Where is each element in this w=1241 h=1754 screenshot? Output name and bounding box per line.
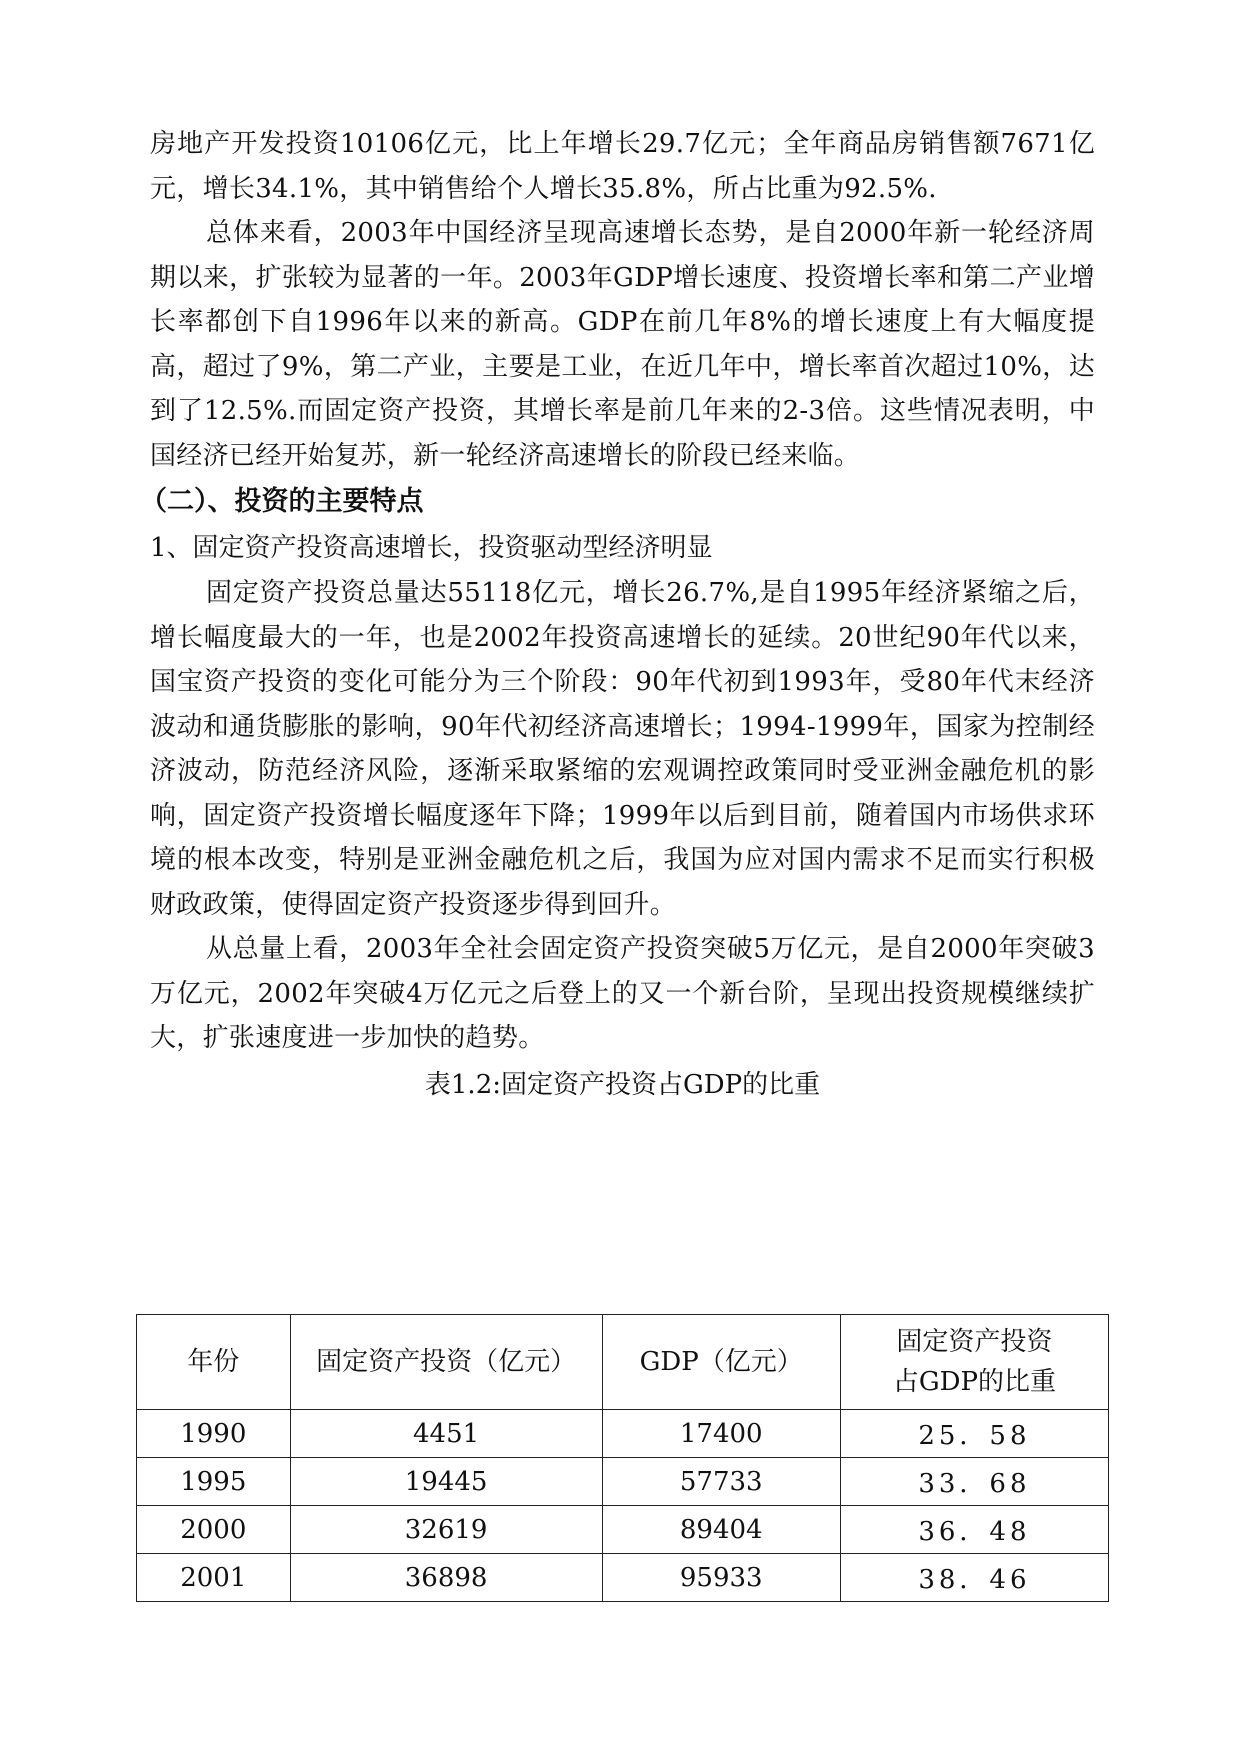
table-row — [137, 1506, 1109, 1554]
table-row — [137, 1458, 1109, 1506]
cell-gdp: 89404 — [602, 1506, 840, 1554]
cell-ratio: 33．68 — [840, 1458, 1108, 1506]
header-ratio-line2: 占GDP的比重 — [892, 1367, 1056, 1397]
table-caption: 表1.2:固定资产投资占GDP的比重 — [424, 1069, 821, 1100]
cell-ratio: 38．46 — [840, 1554, 1108, 1602]
table-body — [137, 1410, 1109, 1602]
cell-ratio: 36．48 — [840, 1506, 1108, 1554]
investment-gdp-table — [136, 1314, 1109, 1602]
cell-investment: 36898 — [290, 1554, 602, 1602]
table-row — [137, 1554, 1109, 1602]
paragraph-overview: 总体来看，2003年中国经济呈现高速增长态势，是自2000年新一轮经济周期以来，扩张较为显著的一年。2003年GDP增长速度、投资增长率和第二产业增长率都创下自1996年以来的新高。GDP在前几年8%的增长速度上有大幅度提高，超过了9%，第二产业，主要是工业，在近几年中，增长率首次超过10%，达到了12.5%.而固定资产投资，其增长率是前几年来的2-3倍。这些情况表明，中国经济已经开始复苏，新一轮经济高速增长的阶段已经来临。 — [150, 218, 1095, 471]
cell-year: 2001 — [137, 1554, 291, 1602]
header-investment: 固定资产投资（亿元） — [290, 1315, 602, 1410]
section-heading: （二）、投资的主要特点 — [140, 486, 424, 517]
paragraph-investment-growth: 固定资产投资总量达55118亿元，增长26.7%,是自1995年经济紧缩之后，增长幅度最大的一年，也是2002年投资高速增长的延续。20世纪90年代以来，国宝资产投资的变化可能分为三个阶段：90年代初到1993年，受80年代末经济波动和通货膨胀的影响，90年代初经济高速增长；1994-1999年，国家为控制经济波动，防范经济风险，逐渐采取紧缩的宏观调控政策同时受亚洲金融危机的影响，固定资产投资增长幅度逐年下降；1999年以后到目前，随着国内市场供求环境的根本改变，特别是亚洲金融危机之后，我国为应对国内需求不足而实行积极财政政策，使得固定资产投资逐步得到回升。 — [150, 578, 1095, 920]
cell-investment: 4451 — [290, 1410, 602, 1458]
subsection-heading: 1、固定资产投资高速增长，投资驱动型经济明显 — [150, 533, 713, 563]
table-header — [137, 1315, 1109, 1410]
header-ratio — [840, 1315, 1108, 1410]
header-gdp: GDP（亿元） — [602, 1315, 840, 1410]
cell-gdp: 95933 — [602, 1554, 840, 1602]
cell-year: 2000 — [137, 1506, 291, 1554]
document-body — [140, 122, 1095, 1107]
cell-year: 1995 — [137, 1458, 291, 1506]
table-header-row — [137, 1315, 1109, 1410]
header-ratio-line1: 固定资产投资 — [896, 1327, 1053, 1357]
cell-year: 1990 — [137, 1410, 291, 1458]
table-row — [137, 1410, 1109, 1458]
header-year: 年份 — [137, 1315, 291, 1410]
cell-investment: 32619 — [290, 1506, 602, 1554]
cell-ratio: 25．58 — [840, 1410, 1108, 1458]
cell-gdp: 57733 — [602, 1458, 840, 1506]
paragraph-real-estate: 房地产开发投资10106亿元，比上年增长29.7亿元；全年商品房销售额7671亿元，增长34.1%，其中销售给个人增长35.8%，所占比重为92.5%. — [150, 129, 1095, 204]
cell-investment: 19445 — [290, 1458, 602, 1506]
cell-gdp: 17400 — [602, 1410, 840, 1458]
paragraph-total-volume: 从总量上看，2003年全社会固定资产投资突破5万亿元，是自2000年突破3万亿元，2002年突破4万亿元之后登上的又一个新台阶，呈现出投资规模继续扩大，扩张速度进一步加快的趋势。 — [150, 934, 1095, 1053]
